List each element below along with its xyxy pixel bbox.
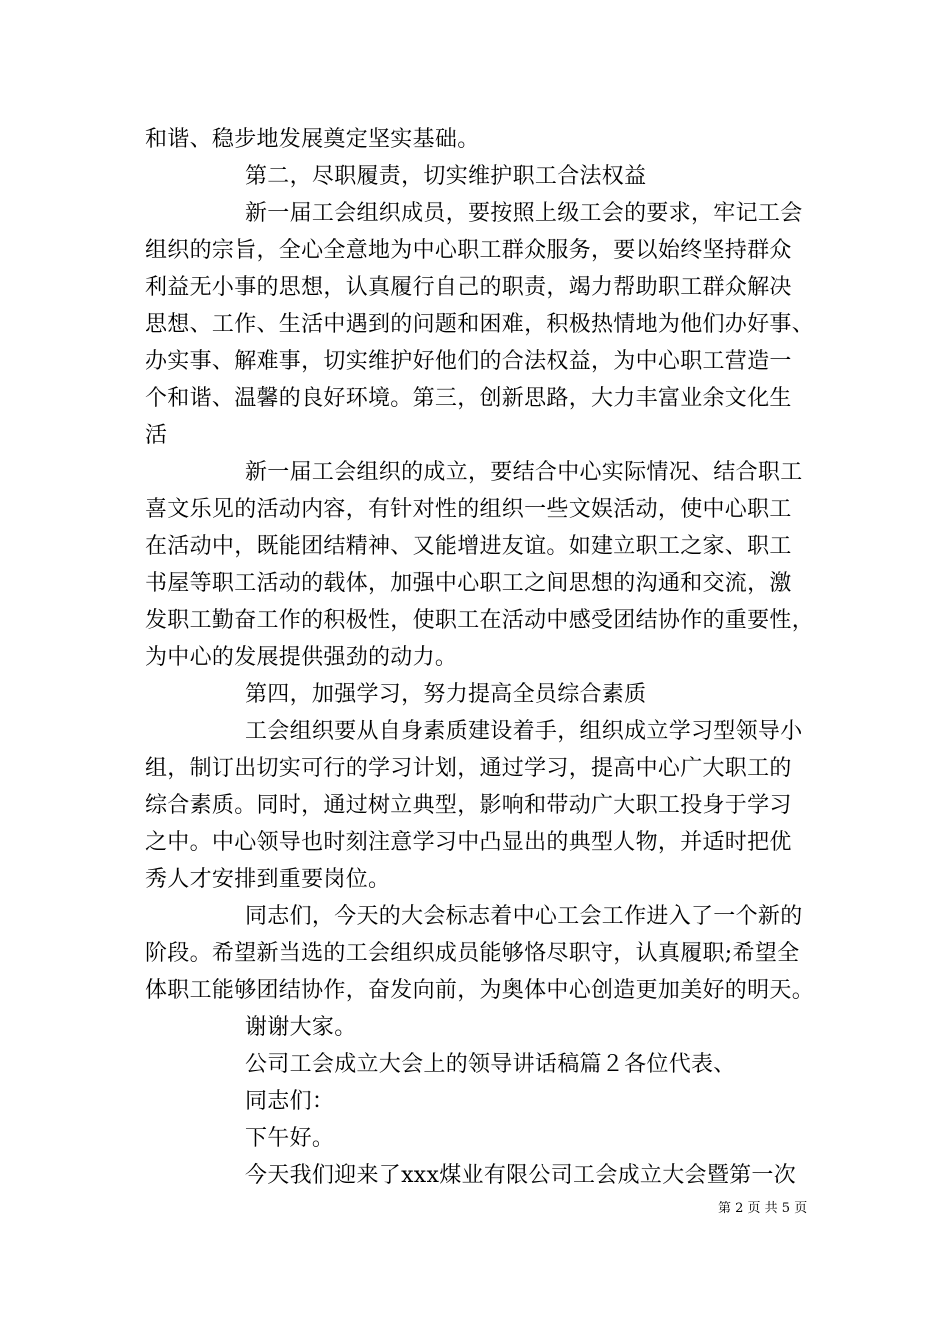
body-text-line: 思想、工作、生活中遇到的问题和困难，积极热情地为他们办好事、 <box>145 312 815 337</box>
section-heading: 第四，加强学习，努力提高全员综合素质 <box>245 682 647 707</box>
paragraph-first-line: 工会组织要从自身素质建设着手，组织成立学习型领导小 <box>245 719 803 744</box>
body-text-line: 个和谐、温馨的良好环境。第三，创新思路，大力丰富业余文化生 <box>145 386 792 411</box>
paragraph-first-line: 今天我们迎来了xxx煤业有限公司工会成立大会暨第一次 <box>245 1163 797 1188</box>
body-text-line: 喜文乐见的活动内容，有针对性的组织一些文娱活动，使中心职工 <box>145 497 792 522</box>
body-text-line: 为中心的发展提供强劲的动力。 <box>145 645 458 670</box>
paragraph-first-line: 新一届工会组织的成立，要结合中心实际情况、结合职工 <box>245 460 803 485</box>
body-text-line: 利益无小事的思想，认真履行自己的职责，竭力帮助职工群众解决 <box>145 275 792 300</box>
section-heading: 第二，尽职履责，切实维护职工合法权益 <box>245 164 647 189</box>
body-text-line: 办实事、解难事，切实维护好他们的合法权益，为中心职工营造一 <box>145 349 792 374</box>
body-text-line: 发职工勤奋工作的积极性，使职工在活动中感受团结协作的重要性， <box>145 608 815 633</box>
page-number-footer: 第 2 页 共 5 页 <box>718 1201 808 1216</box>
body-text-line: 活 <box>145 423 168 448</box>
salutation-line: 同志们： <box>245 1089 335 1114</box>
body-text-line: 之中。中心领导也时刻注意学习中凸显出的典型人物，并适时把优 <box>145 830 792 855</box>
speech-title-line: 公司工会成立大会上的领导讲话稿篇２各位代表、 <box>245 1052 736 1077</box>
body-text-line: 组，制订出切实可行的学习计划，通过学习，提高中心广大职工的 <box>145 756 792 781</box>
body-text-line: 秀人才安排到重要岗位。 <box>145 867 391 892</box>
body-text-line: 阶段。希望新当选的工会组织成员能够恪尽职守，认真履职;希望全 <box>145 941 800 966</box>
paragraph-first-line: 新一届工会组织成员，要按照上级工会的要求，牢记工会 <box>245 201 803 226</box>
body-text-line: 和谐、稳步地发展奠定坚实基础。 <box>145 127 480 152</box>
body-text-line: 综合素质。同时，通过树立典型，影响和带动广大职工投身于学习 <box>145 793 792 818</box>
body-text-line: 体职工能够团结协作，奋发向前，为奥体中心创造更加美好的明天。 <box>145 978 815 1003</box>
body-text-line: 组织的宗旨，全心全意地为中心职工群众服务，要以始终坚持群众 <box>145 238 792 263</box>
closing-line: 谢谢大家。 <box>245 1015 357 1040</box>
greeting-line: 下午好。 <box>245 1126 335 1151</box>
paragraph-first-line: 同志们，今天的大会标志着中心工会工作进入了一个新的 <box>245 904 803 929</box>
body-text-line: 书屋等职工活动的载体，加强中心职工之间思想的沟通和交流，激 <box>145 571 792 596</box>
body-text-line: 在活动中，既能团结精神、又能增进友谊。如建立职工之家、职工 <box>145 534 792 559</box>
